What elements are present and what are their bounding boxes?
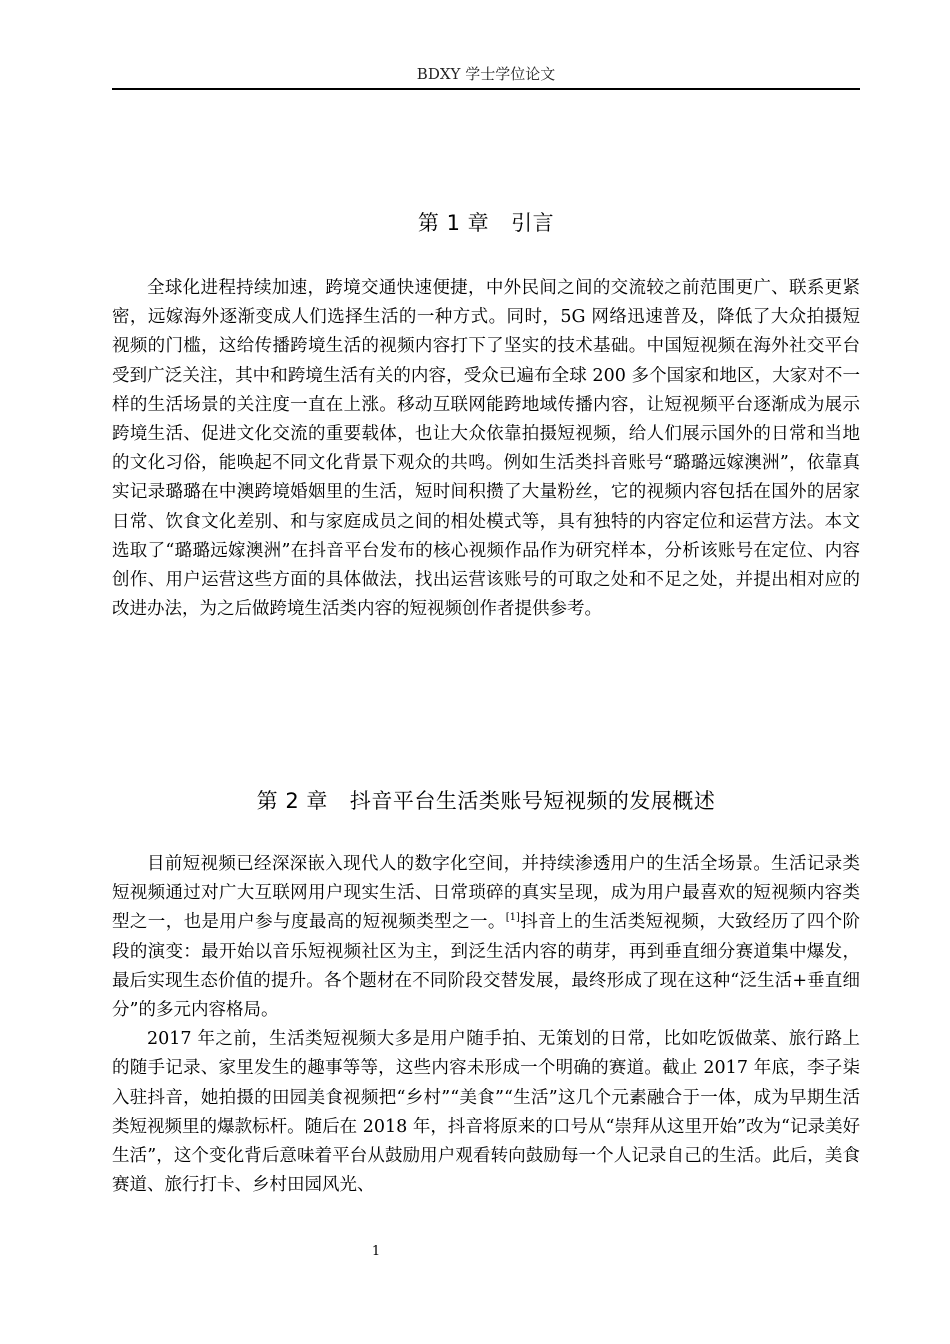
citation-ref[interactable]: [1] xyxy=(505,912,520,924)
header-rule xyxy=(112,88,860,90)
chapter-1-number: 第 1 章 xyxy=(417,211,490,235)
chapter-1-heading xyxy=(112,208,860,238)
chapter-2-paragraph-2: 2017 年之前，生活类短视频大多是用户随手拍、无策划的日常，比如吃饭做菜、旅行路上的随手记录、家里发生的趣事等等，这些内容未形成一个明确的赛道。截止 2017 年底，李子柒入驻抖音，她拍摄的田园美食视频把“乡村”“美食”“生活”这几个元素融合于一体，成为早期生活类短视频里的爆款标杆。随后在 2018 年，抖音将原来的口号从“崇拜从这里开始”改为“记录美好生活”，这个变化背后意味着平台从鼓励用户观看转向鼓励每一个人记录自己的生活。此后，美食赛道、旅行打卡、乡村田园风光、 xyxy=(112,1029,860,1196)
chapter-2-paragraph-1 xyxy=(112,850,860,1025)
running-header: BDXY 学士学位论文 xyxy=(416,65,556,83)
chapter-2-heading xyxy=(112,786,860,816)
paragraph-text: 目前短视频已经深深嵌入现代人的数字化空间，并持续渗透用户的生活全场景。生活记录类短视频通过对广大互联网用户现实生活、日常琐碎的真实呈现，成为用户最喜欢的短视频内容类型之一，也是用户参与度最高的短视频类型之一。 xyxy=(112,854,860,933)
chapter-2-number: 第 2 章 xyxy=(256,789,328,813)
chapter-1-title: 引言 xyxy=(511,211,555,235)
chapter-2-body xyxy=(112,850,860,1200)
chapter-1-paragraph-1: 全球化进程持续加速，跨境交通快速便捷，中外民间之间的交流较之前范围更广、联系更紧密，远嫁海外逐渐变成人们选择生活的一种方式。同时，5G 网络迅速普及，降低了大众拍摄短视频的门槛，这给传播跨境生活的视频内容打下了坚实的技术基础。中国短视频在海外社交平台受到广泛关注，其中和跨境生活有关的内容，受众已遍布全球 200 多个国家和地区，大家对不一样的生活场景的关注度一直在上涨。移动互联网能跨地域传播内容，让短视频平台逐渐成为展示跨境生活、促进文化交流的重要载体，也让大众依靠拍摄短视频，给人们展示国外的日常和当地的文化习俗，能唤起不同文化背景下观众的共鸣。例如生活类抖音账号“璐璐远嫁澳洲”，依靠真实记录璐璐在中澳跨境婚姻里的生活，短时间积攒了大量粉丝，它的视频内容包括在国外的居家日常、饮食文化差别、和与家庭成员之间的相处模式等，具有独特的内容定位和运营方法。本文选取了“璐璐远嫁澳洲”在抖音平台发布的核心视频作品作为研究样本，分析该账号在定位、内容创作、用户运营这些方面的具体做法，找出运营该账号的可取之处和不足之处，并提出相对应的改进办法，为之后做跨境生活类内容的短视频创作者提供参考。 xyxy=(112,278,860,620)
chapter-2-title: 抖音平台生活类账号短视频的发展概述 xyxy=(349,789,716,813)
chapter-1-body xyxy=(112,274,860,624)
paragraph-text: 抖音上的生活类短视频，大致经历了四个阶段的演变：最开始以音乐短视频社区为主，到泛生活内容的萌芽，再到垂直细分赛道集中爆发，最后实现生态价值的提升。各个题材在不同阶段交替发展，最终形成了现在这种“泛生活+垂直细分”的多元内容格局。 xyxy=(112,912,861,1021)
page-number: 1 xyxy=(371,1244,381,1259)
